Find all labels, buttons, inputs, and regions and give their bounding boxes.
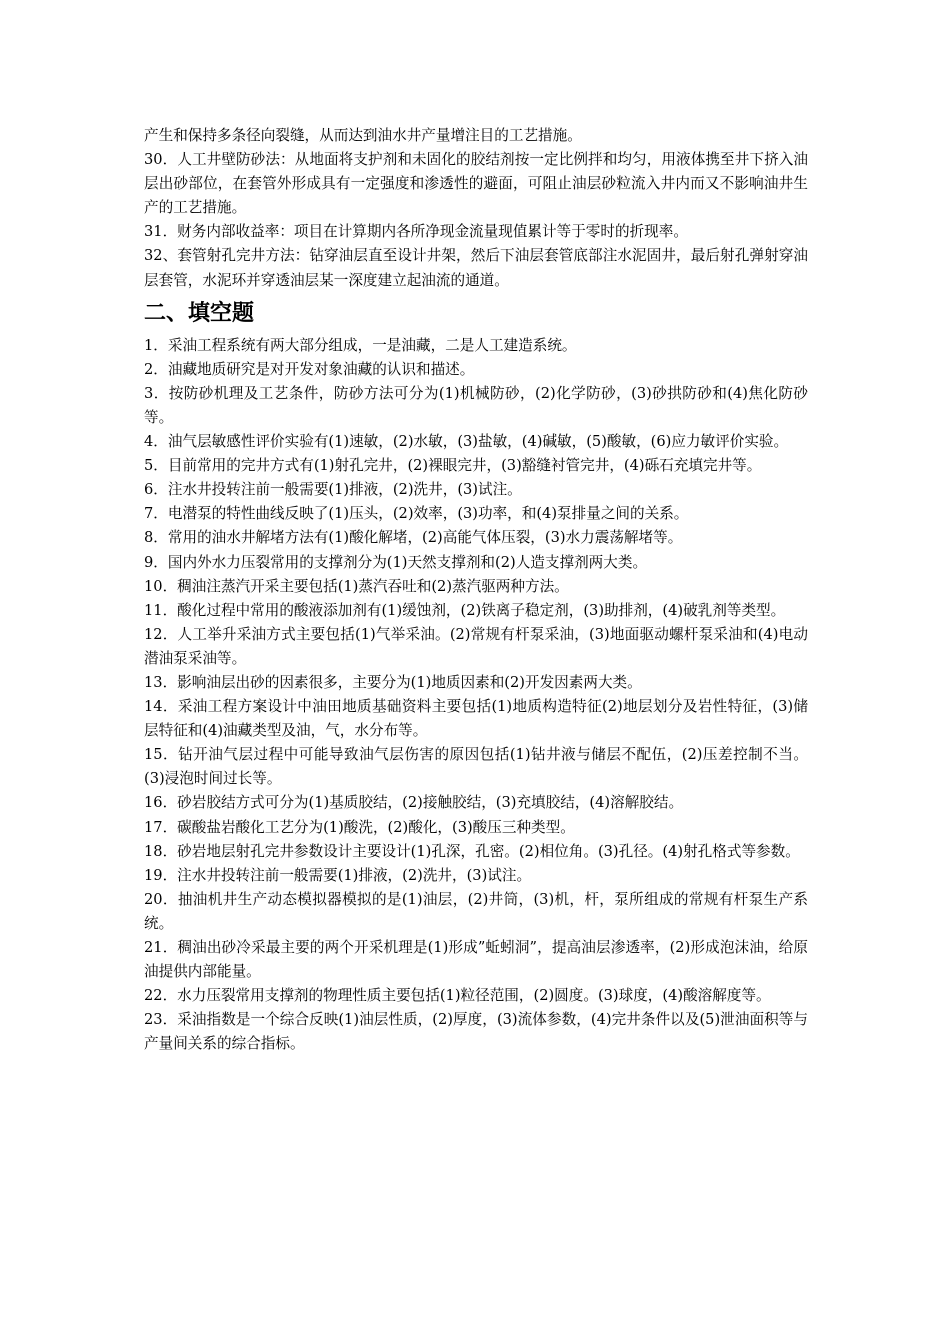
document-page bbox=[144, 124, 808, 1056]
list-item: 10．稠油注蒸汽开采主要包括(1)蒸汽吞吐和(2)蒸汽驱两种方法。 bbox=[144, 577, 569, 595]
list-item: 5．目前常用的完井方式有(1)射孔完井，(2)裸眼完井，(3)豁缝衬管完井，(4)砾石充填完井等。 bbox=[144, 457, 762, 475]
list-item: 18．砂岩地层射孔完井参数设计主要设计(1)孔深，孔密。(2)相位角。(3)孔径。(4)射孔格式等参数。 bbox=[144, 842, 800, 860]
list-item: 19．注水井投转注前一般需要(1)排液，(2)洗井，(3)试注。 bbox=[144, 866, 532, 884]
list-item: 22．水力压裂常用支撑剂的物理性质主要包括(1)粒径范围，(2)圆度。(3)球度，(4)酸溶解度等。 bbox=[144, 987, 771, 1005]
list-item: 4．油气层敏感性评价实验有(1)速敏，(2)水敏，(3)盐敏，(4)碱敏，(5)酸敏，(6)应力敏评价实验。 bbox=[144, 433, 789, 451]
definition-item: 30．人工井壁防砂法：从地面将支护剂和未固化的胶结剂按一定比例拌和均匀，用液体携至井下挤入油层出砂部位，在套管外形成具有一定强度和渗透性的避面，可阻止油层砂粒流入井内而又不影响油井生产的工艺措施。 bbox=[144, 151, 808, 217]
list-item: 16．砂岩胶结方式可分为(1)基质胶结，(2)接触胶结，(3)充填胶结，(4)溶解胶结。 bbox=[144, 794, 684, 812]
list-item: 7．电潜泵的特性曲线反映了(1)压头，(2)效率，(3)功率，和(4)泵排量之间的关系。 bbox=[144, 505, 689, 523]
list-item: 9．国内外水力压裂常用的支撑剂分为(1)天然支撑剂和(2)人造支撑剂两大类。 bbox=[144, 553, 648, 571]
definition-item: 32、套管射孔完井方法：钻穿油层直至设计井架，然后下油层套管底部注水泥固井，最后射孔弹射穿油层套管，水泥环并穿透油层某一深度建立起油流的通道。 bbox=[144, 247, 808, 289]
fill-in-blank-list bbox=[144, 334, 808, 1057]
list-item: 13．影响油层出砂的因素很多，主要分为(1)地质因素和(2)开发因素两大类。 bbox=[144, 673, 642, 691]
definition-item: 31．财务内部收益率：项目在计算期内各所净现金流量现值累计等于零时的折现率。 bbox=[144, 223, 688, 241]
list-item: 8．常用的油水井解堵方法有(1)酸化解堵，(2)高能气体压裂，(3)水力震荡解堵等。 bbox=[144, 529, 683, 547]
list-item: 21．稠油出砂冷采最主要的两个开采机理是(1)形成”蚯蚓洞”，提高油层渗透率，(2)形成泡沫油，给原油提供内部能量。 bbox=[144, 939, 808, 981]
list-item: 2．油藏地质研究是对开发对象油藏的认识和描述。 bbox=[144, 360, 475, 378]
list-item: 1．采油工程系统有两大部分组成，一是油藏，二是人工建造系统。 bbox=[144, 336, 577, 354]
list-item: 15．钻开油气层过程中可能导致油气层伤害的原因包括(1)钻井液与储层不配伍，(2)压差控制不当。(3)浸泡时间过长等。 bbox=[144, 746, 808, 788]
list-item: 20．抽油机井生产动态模拟器模拟的是(1)油层，(2)井筒，(3)机，杆，泵所组成的常规有杆泵生产系统。 bbox=[144, 890, 808, 932]
list-item: 6．注水井投转注前一般需要(1)排液，(2)洗井，(3)试注。 bbox=[144, 481, 522, 499]
section-heading: 二、填空题 bbox=[144, 300, 255, 326]
list-item: 3．按防砂机理及工艺条件，防砂方法可分为(1)机械防砂，(2)化学防砂，(3)砂拱防砂和(4)焦化防砂等。 bbox=[144, 384, 808, 426]
definitions-continued bbox=[144, 124, 808, 293]
list-item: 14．采油工程方案设计中油田地质基础资料主要包括(1)地质构造特征(2)地层划分及岩性特征，(3)储层特征和(4)油藏类型及油，气，水分布等。 bbox=[144, 698, 808, 740]
list-item: 17．碳酸盐岩酸化工艺分为(1)酸洗，(2)酸化，(3)酸压三种类型。 bbox=[144, 818, 575, 836]
list-item: 12．人工举升采油方式主要包括(1)气举采油。(2)常规有杆泵采油，(3)地面驱动螺杆泵采油和(4)电动潜油泵采油等。 bbox=[144, 625, 808, 667]
list-item: 23．采油指数是一个综合反映(1)油层性质，(2)厚度，(3)流体参数，(4)完井条件以及(5)泄油面积等与产量间关系的综合指标。 bbox=[144, 1011, 808, 1053]
definition-item: 产生和保持多条径向裂缝，从而达到油水井产量增注目的工艺措施。 bbox=[144, 127, 582, 144]
list-item: 11．酸化过程中常用的酸液添加剂有(1)缓蚀剂，(2)铁离子稳定剂，(3)助排剂，(4)破乳剂等类型。 bbox=[144, 601, 786, 619]
